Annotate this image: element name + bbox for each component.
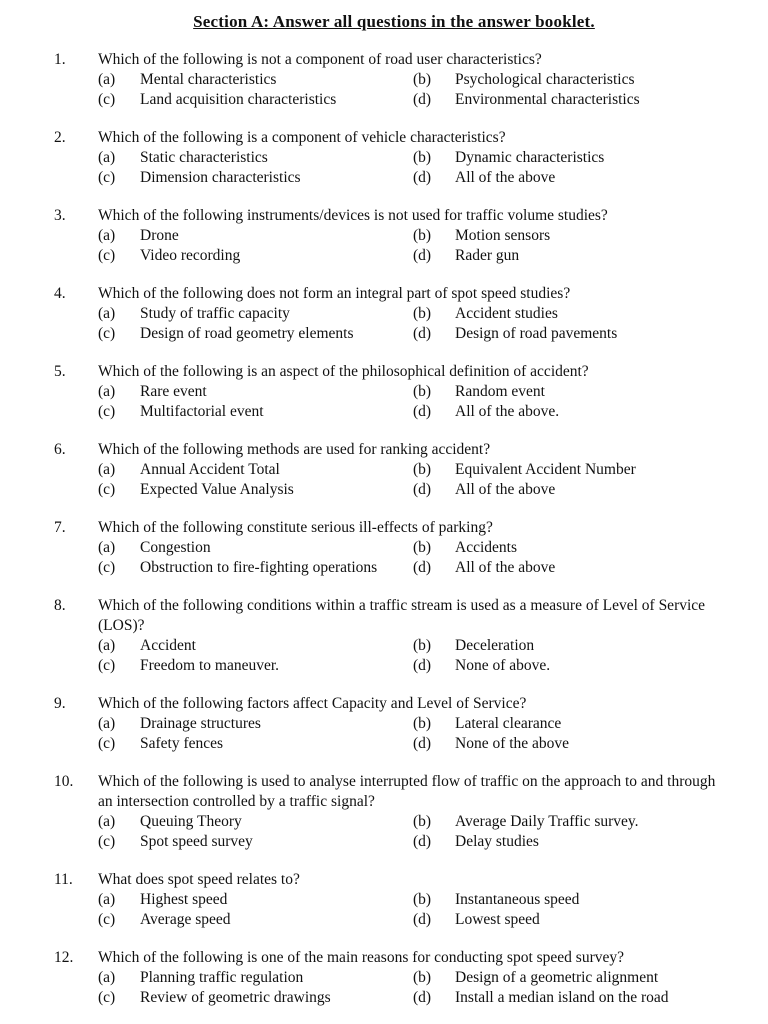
option-letter: (a) [98,71,116,88]
option-text: Spot speed survey [140,833,253,850]
option-text: Annual Accident Total [140,461,280,478]
option-letter: (c) [98,91,116,108]
answer-option [98,832,413,852]
question-text: What does spot speed relates to? [98,871,300,888]
option-letter: (a) [98,969,116,986]
question-number: 2. [54,129,66,146]
answer-option [98,460,413,480]
option-letter: (c) [98,481,116,498]
answer-options [98,226,728,266]
answer-option [98,382,413,402]
option-text: Rare event [140,383,207,400]
question-number: 6. [54,441,66,458]
question-number: 5. [54,363,66,380]
question-item [54,694,728,754]
answer-option [413,148,728,168]
option-text: Drainage structures [140,715,261,732]
section-title: Section A: Answer all questions in the answer booklet. [193,12,595,31]
option-letter: (b) [413,71,432,88]
option-letter: (c) [98,169,116,186]
option-text: Lowest speed [455,911,540,928]
option-text: Queuing Theory [140,813,242,830]
option-letter: (a) [98,813,116,830]
answer-option [413,988,728,1008]
answer-options [98,304,728,344]
option-letter: (d) [413,403,432,420]
question-text: Which of the following instruments/devices is not used for traffic volume studies? [98,207,608,224]
answer-option [413,734,728,754]
option-letter: (c) [98,989,116,1006]
option-text: Install a median island on the road [455,989,669,1006]
answer-option [98,988,413,1008]
answer-options [98,636,728,676]
option-letter: (d) [413,989,432,1006]
option-text: Static characteristics [140,149,268,166]
answer-option [413,70,728,90]
option-text: Instantaneous speed [455,891,580,908]
question-item [54,206,728,266]
answer-option [413,558,728,578]
question-text: Which of the following is one of the main reasons for conducting spot speed survey? [98,949,625,966]
answer-option [413,90,728,110]
answer-option [413,714,728,734]
option-text: Environmental characteristics [455,91,640,108]
option-letter: (d) [413,911,432,928]
option-letter: (b) [413,813,432,830]
answer-option [413,636,728,656]
option-letter: (c) [98,247,116,264]
option-letter: (a) [98,383,116,400]
answer-option [98,324,413,344]
answer-options [98,460,728,500]
option-letter: (b) [413,969,432,986]
answer-option [413,304,728,324]
option-letter: (a) [98,305,116,322]
answer-option [98,890,413,910]
option-text: Obstruction to fire-fighting operations [140,559,378,576]
answer-option [98,70,413,90]
answer-options [98,968,728,1008]
answer-option [413,480,728,500]
answer-option [98,538,413,558]
option-text: Psychological characteristics [455,71,635,88]
option-letter: (c) [98,833,116,850]
option-letter: (c) [98,559,116,576]
option-text: Study of traffic capacity [140,305,290,322]
question-number: 7. [54,519,66,536]
option-text: Video recording [140,247,241,264]
option-text: Design of a geometric alignment [455,969,659,986]
option-text: Dimension characteristics [140,169,301,186]
answer-options [98,890,728,930]
option-text: Motion sensors [455,227,551,244]
option-letter: (a) [98,539,116,556]
option-text: Planning traffic regulation [140,969,304,986]
option-letter: (b) [413,715,432,732]
answer-option [413,460,728,480]
question-text: Which of the following is a component of vehicle characteristics? [98,129,506,146]
option-letter: (c) [98,403,116,420]
answer-option [413,324,728,344]
question-number: 9. [54,695,66,712]
option-text: Accident [140,637,196,654]
question-item [54,772,728,852]
answer-options [98,538,728,578]
answer-option [98,304,413,324]
question-number: 8. [54,597,66,614]
answer-option [98,246,413,266]
option-text: None of the above [455,735,570,752]
option-letter: (c) [98,657,116,674]
option-letter: (c) [98,735,116,752]
question-item [54,284,728,344]
answer-option [98,636,413,656]
option-letter: (d) [413,169,432,186]
option-letter: (b) [413,461,432,478]
option-text: Land acquisition characteristics [140,91,337,108]
answer-options [98,714,728,754]
option-letter: (d) [413,833,432,850]
question-item [54,518,728,578]
option-text: Rader gun [455,247,520,264]
option-letter: (a) [98,461,116,478]
answer-option [98,656,413,676]
option-letter: (d) [413,325,432,342]
option-text: Review of geometric drawings [140,989,331,1006]
option-letter: (b) [413,227,432,244]
option-letter: (d) [413,247,432,264]
answer-option [413,168,728,188]
option-text: All of the above [455,559,556,576]
option-text: Design of road geometry elements [140,325,354,342]
answer-option [98,90,413,110]
answer-option [98,168,413,188]
answer-option [413,382,728,402]
option-letter: (b) [413,149,432,166]
option-text: Design of road pavements [455,325,618,342]
question-number: 10. [54,773,74,790]
option-text: Expected Value Analysis [140,481,294,498]
question-item [54,440,728,500]
option-text: Freedom to maneuver. [140,657,280,674]
option-letter: (c) [98,911,116,928]
question-item [54,870,728,930]
option-letter: (d) [413,735,432,752]
option-text: Highest speed [140,891,228,908]
option-letter: (a) [98,227,116,244]
option-text: Accidents [455,539,517,556]
answer-options [98,70,728,110]
question-item [54,596,728,676]
option-letter: (d) [413,481,432,498]
question-list [54,50,728,1008]
answer-option [98,910,413,930]
option-text: Random event [455,383,545,400]
answer-option [413,246,728,266]
option-letter: (d) [413,559,432,576]
answer-option [413,226,728,246]
option-letter: (b) [413,891,432,908]
question-item [54,948,728,1008]
question-item [54,362,728,422]
option-text: Dynamic characteristics [455,149,605,166]
answer-option [98,148,413,168]
question-number: 4. [54,285,66,302]
option-letter: (b) [413,637,432,654]
question-text: Which of the following is used to analyse interrupted flow of traffic on the approach to and through an intersection controlled by a traffic signal? [98,773,716,810]
option-letter: (a) [98,891,116,908]
option-letter: (b) [413,305,432,322]
answer-options [98,812,728,852]
option-text: All of the above [455,481,556,498]
option-text: Average speed [140,911,231,928]
option-text: Delay studies [455,833,539,850]
option-letter: (b) [413,383,432,400]
question-text: Which of the following conditions within a traffic stream is used as a measure of Level of Service (LOS)? [98,597,706,634]
answer-option [413,910,728,930]
answer-options [98,148,728,188]
question-number: 1. [54,51,66,68]
question-item [54,50,728,110]
option-letter: (a) [98,637,116,654]
answer-option [98,480,413,500]
answer-option [413,832,728,852]
question-number: 12. [54,949,74,966]
question-text: Which of the following does not form an integral part of spot speed studies? [98,285,571,302]
answer-option [98,402,413,422]
question-number: 11. [54,871,73,888]
question-text: Which of the following methods are used for ranking accident? [98,441,491,458]
answer-option [413,890,728,910]
answer-option [98,734,413,754]
question-text: Which of the following factors affect Capacity and Level of Service? [98,695,527,712]
option-letter: (a) [98,715,116,732]
option-letter: (a) [98,149,116,166]
answer-option [98,226,413,246]
option-text: Equivalent Accident Number [455,461,636,478]
question-text: Which of the following constitute serious ill-effects of parking? [98,519,493,536]
answer-option [413,812,728,832]
question-text: Which of the following is not a component of road user characteristics? [98,51,542,68]
option-text: All of the above. [455,403,560,420]
answer-option [413,968,728,988]
answer-option [98,558,413,578]
option-text: Lateral clearance [455,715,562,732]
answer-option [98,968,413,988]
option-text: Accident studies [455,305,558,322]
option-text: None of above. [455,657,551,674]
option-letter: (c) [98,325,116,342]
option-letter: (b) [413,539,432,556]
option-letter: (d) [413,657,432,674]
option-text: Multifactorial event [140,403,264,420]
option-text: Drone [140,227,179,244]
answer-option [413,656,728,676]
option-text: All of the above [455,169,556,186]
answer-options [98,382,728,422]
answer-option [413,538,728,558]
option-text: Safety fences [140,735,224,752]
question-item [54,128,728,188]
option-text: Average Daily Traffic survey. [455,813,639,830]
option-text: Mental characteristics [140,71,277,88]
option-letter: (d) [413,91,432,108]
answer-option [413,402,728,422]
answer-option [98,714,413,734]
question-number: 3. [54,207,66,224]
question-text: Which of the following is an aspect of the philosophical definition of accident? [98,363,589,380]
option-text: Congestion [140,539,211,556]
answer-option [98,812,413,832]
option-text: Deceleration [455,637,535,654]
